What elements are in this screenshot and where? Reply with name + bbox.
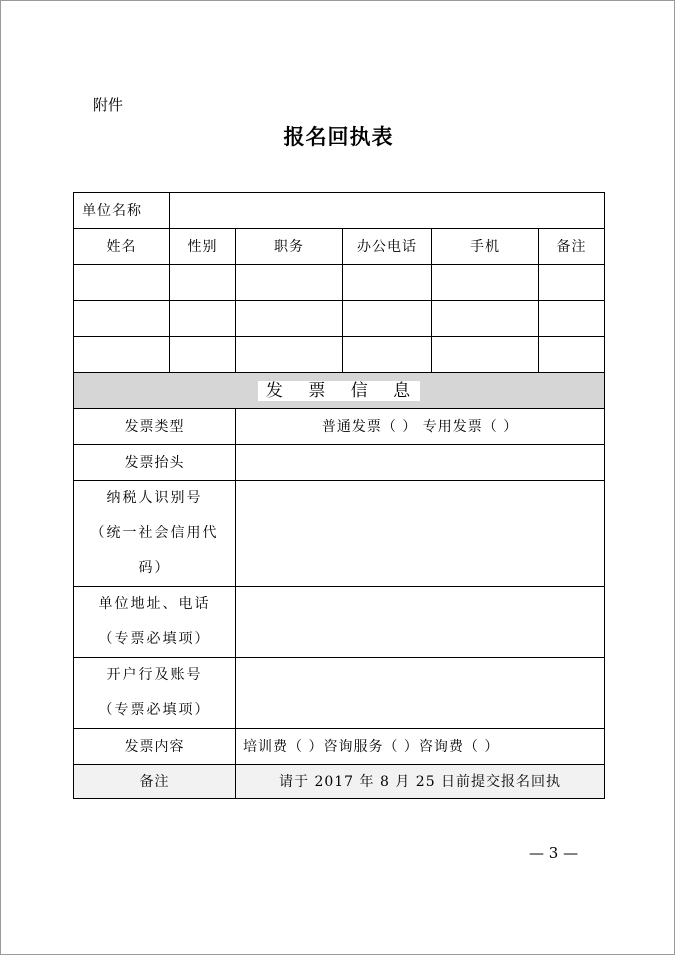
bank-account-field[interactable]	[236, 658, 605, 729]
invoice-content-options[interactable]: 培训费（ ）咨询服务（ ）咨询费（ ）	[236, 729, 605, 765]
taxpayer-id-label-line: 纳税人识别号	[106, 490, 203, 506]
attendee-office-phone-cell[interactable]	[343, 265, 432, 301]
invoice-section-header	[74, 373, 605, 409]
attendee-position-cell[interactable]	[236, 265, 343, 301]
header-position: 职务	[236, 229, 343, 265]
attendee-row	[74, 337, 605, 373]
page-title: 报名回执表	[283, 124, 394, 149]
attachment-label: 附件	[93, 96, 124, 114]
attendee-remarks-cell[interactable]	[539, 265, 605, 301]
invoice-content-label: 发票内容	[74, 729, 236, 765]
invoice-section-header-row	[74, 373, 605, 409]
attendee-name-cell[interactable]	[74, 265, 170, 301]
header-name: 姓名	[74, 229, 170, 265]
attendee-remarks-cell[interactable]	[539, 337, 605, 373]
attendee-gender-cell[interactable]	[170, 265, 236, 301]
attendee-mobile-cell[interactable]	[432, 265, 539, 301]
invoice-type-row	[74, 409, 605, 445]
unit-name-row	[74, 193, 605, 229]
header-gender: 性别	[170, 229, 236, 265]
bank-account-label	[74, 658, 236, 729]
bank-account-label-line: （专票必填项）	[98, 702, 211, 718]
invoice-header-row	[74, 445, 605, 481]
bank-account-row	[74, 658, 605, 729]
taxpayer-id-field[interactable]	[236, 481, 605, 587]
taxpayer-id-label-line: 码）	[138, 560, 171, 576]
invoice-header-label: 发票抬头	[74, 445, 236, 481]
attendee-gender-cell[interactable]	[170, 301, 236, 337]
attendee-office-phone-cell[interactable]	[343, 301, 432, 337]
remark-row	[74, 765, 605, 799]
header-mobile: 手机	[432, 229, 539, 265]
attendee-remarks-cell[interactable]	[539, 301, 605, 337]
remark-note: 请于 2017 年 8 月 25 日前提交报名回执	[236, 765, 605, 799]
header-remarks: 备注	[539, 229, 605, 265]
invoice-header-field[interactable]	[236, 445, 605, 481]
attendee-row	[74, 265, 605, 301]
attendee-name-cell[interactable]	[74, 301, 170, 337]
attendee-mobile-cell[interactable]	[432, 337, 539, 373]
attendee-mobile-cell[interactable]	[432, 301, 539, 337]
taxpayer-id-row	[74, 481, 605, 587]
registration-form-table	[73, 192, 605, 799]
invoice-section-title: 发 票 信 息	[258, 381, 420, 401]
address-phone-label	[74, 587, 236, 658]
attendee-position-cell[interactable]	[236, 301, 343, 337]
address-phone-row	[74, 587, 605, 658]
address-phone-label-line: （专票必填项）	[98, 631, 211, 647]
invoice-content-row	[74, 729, 605, 765]
attendee-position-cell[interactable]	[236, 337, 343, 373]
invoice-type-label: 发票类型	[74, 409, 236, 445]
bank-account-label-line: 开户行及账号	[106, 667, 203, 683]
attendee-office-phone-cell[interactable]	[343, 337, 432, 373]
header-office-phone: 办公电话	[343, 229, 432, 265]
attendee-row	[74, 301, 605, 337]
unit-name-field[interactable]	[170, 193, 605, 229]
invoice-type-options[interactable]: 普通发票（ ） 专用发票（ ）	[236, 409, 605, 445]
taxpayer-id-label	[74, 481, 236, 587]
remark-label: 备注	[74, 765, 236, 799]
taxpayer-id-label-line: （统一社会信用代	[90, 525, 219, 541]
header-row	[74, 229, 605, 265]
unit-name-label: 单位名称	[74, 193, 170, 229]
address-phone-label-line: 单位地址、电话	[98, 596, 211, 612]
address-phone-field[interactable]	[236, 587, 605, 658]
page-number: — 3 —	[529, 844, 579, 862]
attendee-name-cell[interactable]	[74, 337, 170, 373]
attendee-gender-cell[interactable]	[170, 337, 236, 373]
